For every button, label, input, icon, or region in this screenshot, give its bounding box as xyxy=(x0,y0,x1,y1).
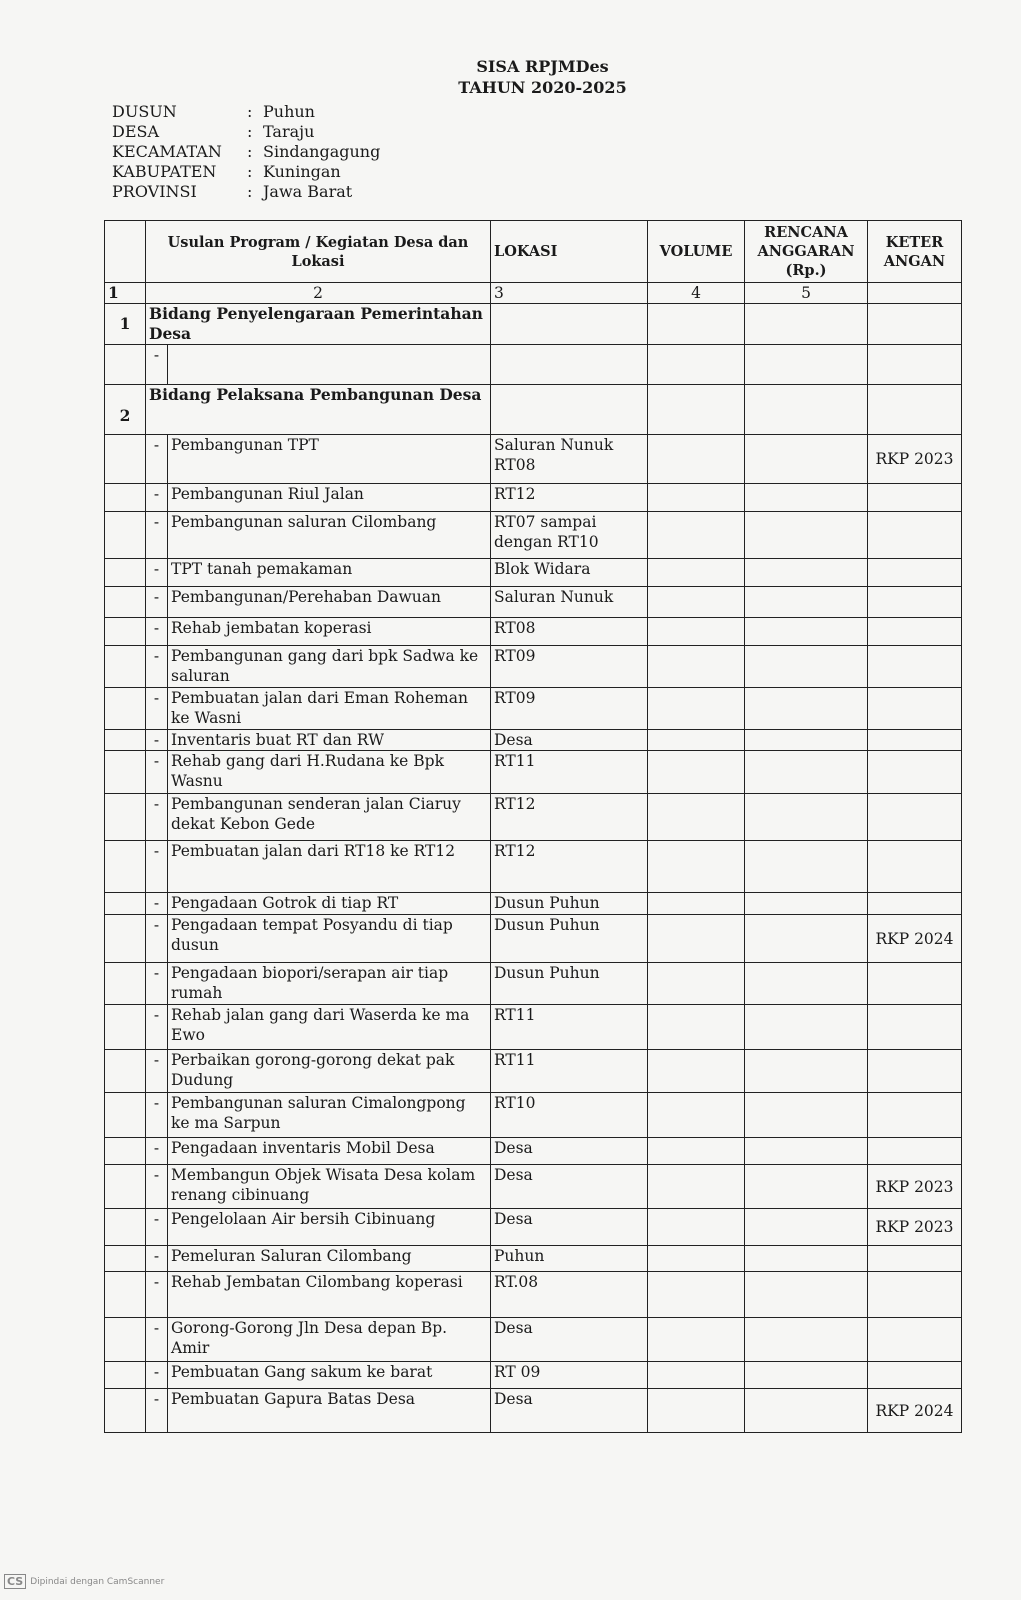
keterangan-cell xyxy=(868,618,962,646)
keterangan-cell xyxy=(868,1246,962,1272)
table-row xyxy=(105,1272,962,1318)
anggaran-cell xyxy=(745,1362,868,1389)
keterangan-cell xyxy=(868,893,962,915)
keterangan-cell xyxy=(868,963,962,1005)
keterangan-cell xyxy=(868,1005,962,1050)
keterangan-cell xyxy=(868,484,962,512)
lokasi-cell: Desa xyxy=(491,1389,648,1433)
cell-empty xyxy=(648,304,745,345)
lokasi-cell: RT12 xyxy=(491,841,648,893)
table-row xyxy=(105,512,962,559)
row-dash: - xyxy=(146,435,168,484)
program-table xyxy=(104,220,962,1433)
anggaran-cell xyxy=(745,794,868,841)
anggaran-cell xyxy=(745,893,868,915)
lokasi-cell: Desa xyxy=(491,1209,648,1246)
table-row xyxy=(105,794,962,841)
anggaran-cell xyxy=(745,915,868,963)
table-row xyxy=(105,688,962,730)
meta-row xyxy=(112,102,380,122)
meta-colon: : xyxy=(247,122,253,141)
volume-cell xyxy=(648,963,745,1005)
cell-empty xyxy=(868,345,962,385)
row-dash: - xyxy=(146,1165,168,1209)
lokasi-cell: Desa xyxy=(491,1138,648,1165)
row-dash: - xyxy=(146,1318,168,1362)
anggaran-cell xyxy=(745,1318,868,1362)
keterangan-cell xyxy=(868,646,962,688)
volume-cell xyxy=(648,751,745,794)
program-cell: Pengadaan inventaris Mobil Desa xyxy=(168,1138,491,1165)
program-cell: Pengadaan tempat Posyandu di tiap dusun xyxy=(168,915,491,963)
volume-cell xyxy=(648,587,745,618)
anggaran-cell xyxy=(745,1050,868,1093)
row-dash: - xyxy=(146,345,168,385)
anggaran-cell xyxy=(745,841,868,893)
volume-cell xyxy=(648,435,745,484)
cell-empty xyxy=(745,385,868,435)
keterangan-cell xyxy=(868,730,962,751)
cell-empty xyxy=(868,304,962,345)
keterangan-cell: RKP 2023 xyxy=(868,1165,962,1209)
anggaran-cell xyxy=(745,1005,868,1050)
col-number: 3 xyxy=(491,283,648,304)
cell-empty xyxy=(745,345,868,385)
keterangan-cell: RKP 2023 xyxy=(868,435,962,484)
document-subtitle: TAHUN 2020-2025 xyxy=(458,78,627,97)
anggaran-cell xyxy=(745,1272,868,1318)
anggaran-cell xyxy=(745,1209,868,1246)
meta-colon: : xyxy=(247,182,253,201)
volume-cell xyxy=(648,841,745,893)
cell-empty xyxy=(105,1209,146,1246)
anggaran-cell xyxy=(745,1246,868,1272)
volume-cell xyxy=(648,484,745,512)
keterangan-cell xyxy=(868,1050,962,1093)
meta-value: Jawa Barat xyxy=(263,182,353,201)
cell-empty xyxy=(168,345,491,385)
program-cell: Pembuatan Gapura Batas Desa xyxy=(168,1389,491,1433)
keterangan-cell: RKP 2023 xyxy=(868,1209,962,1246)
row-dash: - xyxy=(146,751,168,794)
meta-value: Taraju xyxy=(263,122,315,141)
program-cell: Rehab jembatan koperasi xyxy=(168,618,491,646)
cell-empty xyxy=(105,730,146,751)
program-cell: Perbaikan gorong-gorong dekat pak Dudung xyxy=(168,1050,491,1093)
anggaran-cell xyxy=(745,646,868,688)
row-dash: - xyxy=(146,559,168,587)
keterangan-cell xyxy=(868,1093,962,1138)
row-dash: - xyxy=(146,893,168,915)
lokasi-cell: Dusun Puhun xyxy=(491,963,648,1005)
section-number: 2 xyxy=(105,385,146,435)
program-cell: Pembuatan Gang sakum ke barat xyxy=(168,1362,491,1389)
table-row xyxy=(105,1362,962,1389)
anggaran-cell xyxy=(745,1138,868,1165)
cell-empty xyxy=(105,688,146,730)
volume-cell xyxy=(648,1318,745,1362)
cell-empty xyxy=(745,304,868,345)
keterangan-cell xyxy=(868,1272,962,1318)
row-dash: - xyxy=(146,963,168,1005)
row-dash: - xyxy=(146,841,168,893)
program-cell: Pembangunan saluran Cimalongpong ke ma Sarpun xyxy=(168,1093,491,1138)
volume-cell xyxy=(648,1389,745,1433)
section-title: Bidang Penyelengaraan Pemerintahan Desa xyxy=(146,304,491,345)
meta-row xyxy=(112,122,380,142)
volume-cell xyxy=(648,559,745,587)
anggaran-cell xyxy=(745,1389,868,1433)
table-row xyxy=(105,1318,962,1362)
anggaran-cell xyxy=(745,484,868,512)
scanner-text: Dipindai dengan CamScanner xyxy=(30,1576,165,1587)
table-row xyxy=(105,435,962,484)
keterangan-cell xyxy=(868,794,962,841)
row-dash: - xyxy=(146,646,168,688)
program-cell: Rehab jalan gang dari Waserda ke ma Ewo xyxy=(168,1005,491,1050)
volume-cell xyxy=(648,1246,745,1272)
cell-empty xyxy=(105,794,146,841)
table-row xyxy=(105,751,962,794)
document-title-block xyxy=(0,56,1021,98)
anggaran-cell xyxy=(745,1093,868,1138)
cell-empty xyxy=(648,385,745,435)
row-dash: - xyxy=(146,587,168,618)
row-dash: - xyxy=(146,1138,168,1165)
lokasi-cell: Desa xyxy=(491,730,648,751)
keterangan-cell xyxy=(868,1318,962,1362)
cell-empty xyxy=(868,385,962,435)
cell-empty xyxy=(105,1272,146,1318)
cell-empty xyxy=(105,484,146,512)
cell-empty xyxy=(105,1246,146,1272)
keterangan-cell xyxy=(868,559,962,587)
meta-label: DESA xyxy=(112,122,160,141)
header-row xyxy=(105,221,962,283)
row-dash: - xyxy=(146,688,168,730)
volume-cell xyxy=(648,646,745,688)
meta-label: DUSUN xyxy=(112,102,177,121)
lokasi-cell: RT12 xyxy=(491,484,648,512)
location-meta xyxy=(112,102,380,202)
section-row xyxy=(105,385,962,435)
cell-empty xyxy=(105,1050,146,1093)
cell-empty xyxy=(105,1165,146,1209)
row-dash: - xyxy=(146,484,168,512)
volume-cell xyxy=(648,512,745,559)
meta-value: Puhun xyxy=(263,102,315,121)
col-number: 1 xyxy=(105,283,146,304)
header-no xyxy=(105,221,146,283)
lokasi-cell: Desa xyxy=(491,1318,648,1362)
volume-cell xyxy=(648,1093,745,1138)
cell-empty xyxy=(105,1389,146,1433)
meta-label: KECAMATAN xyxy=(112,142,222,161)
cell-empty xyxy=(491,385,648,435)
volume-cell xyxy=(648,618,745,646)
keterangan-cell xyxy=(868,512,962,559)
program-cell: Pembangunan senderan jalan Ciaruy dekat Kebon Gede xyxy=(168,794,491,841)
volume-cell xyxy=(648,688,745,730)
meta-row xyxy=(112,182,380,202)
lokasi-cell: RT09 xyxy=(491,688,648,730)
program-cell: Pembangunan TPT xyxy=(168,435,491,484)
lokasi-cell: Blok Widara xyxy=(491,559,648,587)
table-row xyxy=(105,1165,962,1209)
row-dash: - xyxy=(146,915,168,963)
table-row xyxy=(105,618,962,646)
header-lokasi: LOKASI xyxy=(491,221,648,283)
program-cell: Pengadaan Gotrok di tiap RT xyxy=(168,893,491,915)
meta-value: Sindangagung xyxy=(263,142,381,161)
program-cell: Pembuatan jalan dari RT18 ke RT12 xyxy=(168,841,491,893)
table-row xyxy=(105,841,962,893)
meta-colon: : xyxy=(247,102,253,121)
table-row xyxy=(105,1050,962,1093)
volume-cell xyxy=(648,1272,745,1318)
row-dash: - xyxy=(146,1362,168,1389)
anggaran-cell xyxy=(745,512,868,559)
anggaran-cell xyxy=(745,751,868,794)
anggaran-cell xyxy=(745,587,868,618)
table-row xyxy=(105,559,962,587)
row-dash: - xyxy=(146,1209,168,1246)
col-number-empty xyxy=(868,283,962,304)
table-row xyxy=(105,1389,962,1433)
lokasi-cell: RT11 xyxy=(491,1050,648,1093)
anggaran-cell xyxy=(745,435,868,484)
volume-cell xyxy=(648,1362,745,1389)
program-cell: Pembuatan jalan dari Eman Roheman ke Wasni xyxy=(168,688,491,730)
keterangan-cell xyxy=(868,1362,962,1389)
program-cell: Pemeluran Saluran Cilombang xyxy=(168,1246,491,1272)
volume-cell xyxy=(648,730,745,751)
column-number-row xyxy=(105,283,962,304)
table-row xyxy=(105,484,962,512)
meta-value: Kuningan xyxy=(263,162,341,181)
anggaran-cell xyxy=(745,559,868,587)
keterangan-cell xyxy=(868,587,962,618)
header-program: Usulan Program / Kegiatan Desa dan Lokasi xyxy=(146,221,491,283)
col-number: 5 xyxy=(745,283,868,304)
cell-empty xyxy=(105,512,146,559)
volume-cell xyxy=(648,1138,745,1165)
meta-row xyxy=(112,162,380,182)
table-row xyxy=(105,1138,962,1165)
anggaran-cell xyxy=(745,688,868,730)
lokasi-cell: Dusun Puhun xyxy=(491,915,648,963)
table-row xyxy=(105,893,962,915)
table-row xyxy=(105,1005,962,1050)
volume-cell xyxy=(648,1209,745,1246)
cell-empty xyxy=(105,1318,146,1362)
anggaran-cell xyxy=(745,730,868,751)
header-keterangan: KETER ANGAN xyxy=(868,221,962,283)
table-row xyxy=(105,345,962,385)
lokasi-cell: Desa xyxy=(491,1165,648,1209)
cell-empty xyxy=(105,1093,146,1138)
cell-empty xyxy=(105,435,146,484)
cell-empty xyxy=(491,345,648,385)
lokasi-cell: RT09 xyxy=(491,646,648,688)
section-number: 1 xyxy=(105,304,146,345)
cell-empty xyxy=(105,915,146,963)
meta-colon: : xyxy=(247,142,253,161)
row-dash: - xyxy=(146,1093,168,1138)
table-row xyxy=(105,963,962,1005)
scanner-watermark xyxy=(4,1574,164,1589)
meta-label: KABUPATEN xyxy=(112,162,217,181)
cell-empty xyxy=(105,646,146,688)
lokasi-cell: RT08 xyxy=(491,618,648,646)
cell-empty xyxy=(105,618,146,646)
keterangan-cell xyxy=(868,688,962,730)
lokasi-cell: RT12 xyxy=(491,794,648,841)
col-number: 2 xyxy=(146,283,491,304)
program-cell: Pembangunan Riul Jalan xyxy=(168,484,491,512)
table-row xyxy=(105,1093,962,1138)
lokasi-cell: RT.08 xyxy=(491,1272,648,1318)
cell-empty xyxy=(105,963,146,1005)
cell-empty xyxy=(491,304,648,345)
row-dash: - xyxy=(146,1246,168,1272)
table-row xyxy=(105,587,962,618)
lokasi-cell: RT10 xyxy=(491,1093,648,1138)
meta-colon: : xyxy=(247,162,253,181)
row-dash: - xyxy=(146,1389,168,1433)
lokasi-cell: RT11 xyxy=(491,751,648,794)
header-anggaran: RENCANA ANGGARAN (Rp.) xyxy=(745,221,868,283)
lokasi-cell: Puhun xyxy=(491,1246,648,1272)
program-cell: Pembangunan gang dari bpk Sadwa ke saluran xyxy=(168,646,491,688)
program-cell: Pengadaan biopori/serapan air tiap rumah xyxy=(168,963,491,1005)
cell-empty xyxy=(105,345,146,385)
program-cell: Membangun Objek Wisata Desa kolam renang cibinuang xyxy=(168,1165,491,1209)
program-cell: Rehab gang dari H.Rudana ke Bpk Wasnu xyxy=(168,751,491,794)
table-row xyxy=(105,1209,962,1246)
keterangan-cell xyxy=(868,751,962,794)
cell-empty xyxy=(105,587,146,618)
table-row xyxy=(105,1246,962,1272)
program-cell: Gorong-Gorong Jln Desa depan Bp. Amir xyxy=(168,1318,491,1362)
table-row xyxy=(105,646,962,688)
document-title: SISA RPJMDes xyxy=(476,57,609,76)
row-dash: - xyxy=(146,1050,168,1093)
keterangan-cell: RKP 2024 xyxy=(868,1389,962,1433)
row-dash: - xyxy=(146,1272,168,1318)
meta-row xyxy=(112,142,380,162)
row-dash: - xyxy=(146,730,168,751)
cell-empty xyxy=(105,893,146,915)
cell-empty xyxy=(648,345,745,385)
anggaran-cell xyxy=(745,963,868,1005)
program-rows xyxy=(105,435,962,1433)
table-row xyxy=(105,915,962,963)
cell-empty xyxy=(105,1138,146,1165)
program-cell: Pembangunan saluran Cilombang xyxy=(168,512,491,559)
volume-cell xyxy=(648,915,745,963)
volume-cell xyxy=(648,1005,745,1050)
volume-cell xyxy=(648,1165,745,1209)
volume-cell xyxy=(648,893,745,915)
row-dash: - xyxy=(146,1005,168,1050)
row-dash: - xyxy=(146,794,168,841)
keterangan-cell xyxy=(868,841,962,893)
anggaran-cell xyxy=(745,1165,868,1209)
cell-empty xyxy=(105,751,146,794)
lokasi-cell: RT11 xyxy=(491,1005,648,1050)
table-row xyxy=(105,730,962,751)
section-row xyxy=(105,304,962,345)
volume-cell xyxy=(648,1050,745,1093)
row-dash: - xyxy=(146,512,168,559)
cell-empty xyxy=(105,1005,146,1050)
meta-label: PROVINSI xyxy=(112,182,197,201)
cell-empty xyxy=(105,559,146,587)
lokasi-cell: Saluran Nunuk xyxy=(491,587,648,618)
row-dash: - xyxy=(146,618,168,646)
volume-cell xyxy=(648,794,745,841)
keterangan-cell: RKP 2024 xyxy=(868,915,962,963)
keterangan-cell xyxy=(868,1138,962,1165)
camscanner-icon: CS xyxy=(4,1574,26,1589)
lokasi-cell: RT 09 xyxy=(491,1362,648,1389)
col-number: 4 xyxy=(648,283,745,304)
program-cell: Rehab Jembatan Cilombang koperasi xyxy=(168,1272,491,1318)
cell-empty xyxy=(105,1362,146,1389)
lokasi-cell: Dusun Puhun xyxy=(491,893,648,915)
header-volume: VOLUME xyxy=(648,221,745,283)
section-title: Bidang Pelaksana Pembangunan Desa xyxy=(146,385,491,435)
lokasi-cell: RT07 sampai dengan RT10 xyxy=(491,512,648,559)
anggaran-cell xyxy=(745,618,868,646)
program-cell: Pembangunan/Perehaban Dawuan xyxy=(168,587,491,618)
program-cell: Pengelolaan Air bersih Cibinuang xyxy=(168,1209,491,1246)
lokasi-cell: Saluran Nunuk RT08 xyxy=(491,435,648,484)
program-cell: TPT tanah pemakaman xyxy=(168,559,491,587)
cell-empty xyxy=(105,841,146,893)
program-cell: Inventaris buat RT dan RW xyxy=(168,730,491,751)
